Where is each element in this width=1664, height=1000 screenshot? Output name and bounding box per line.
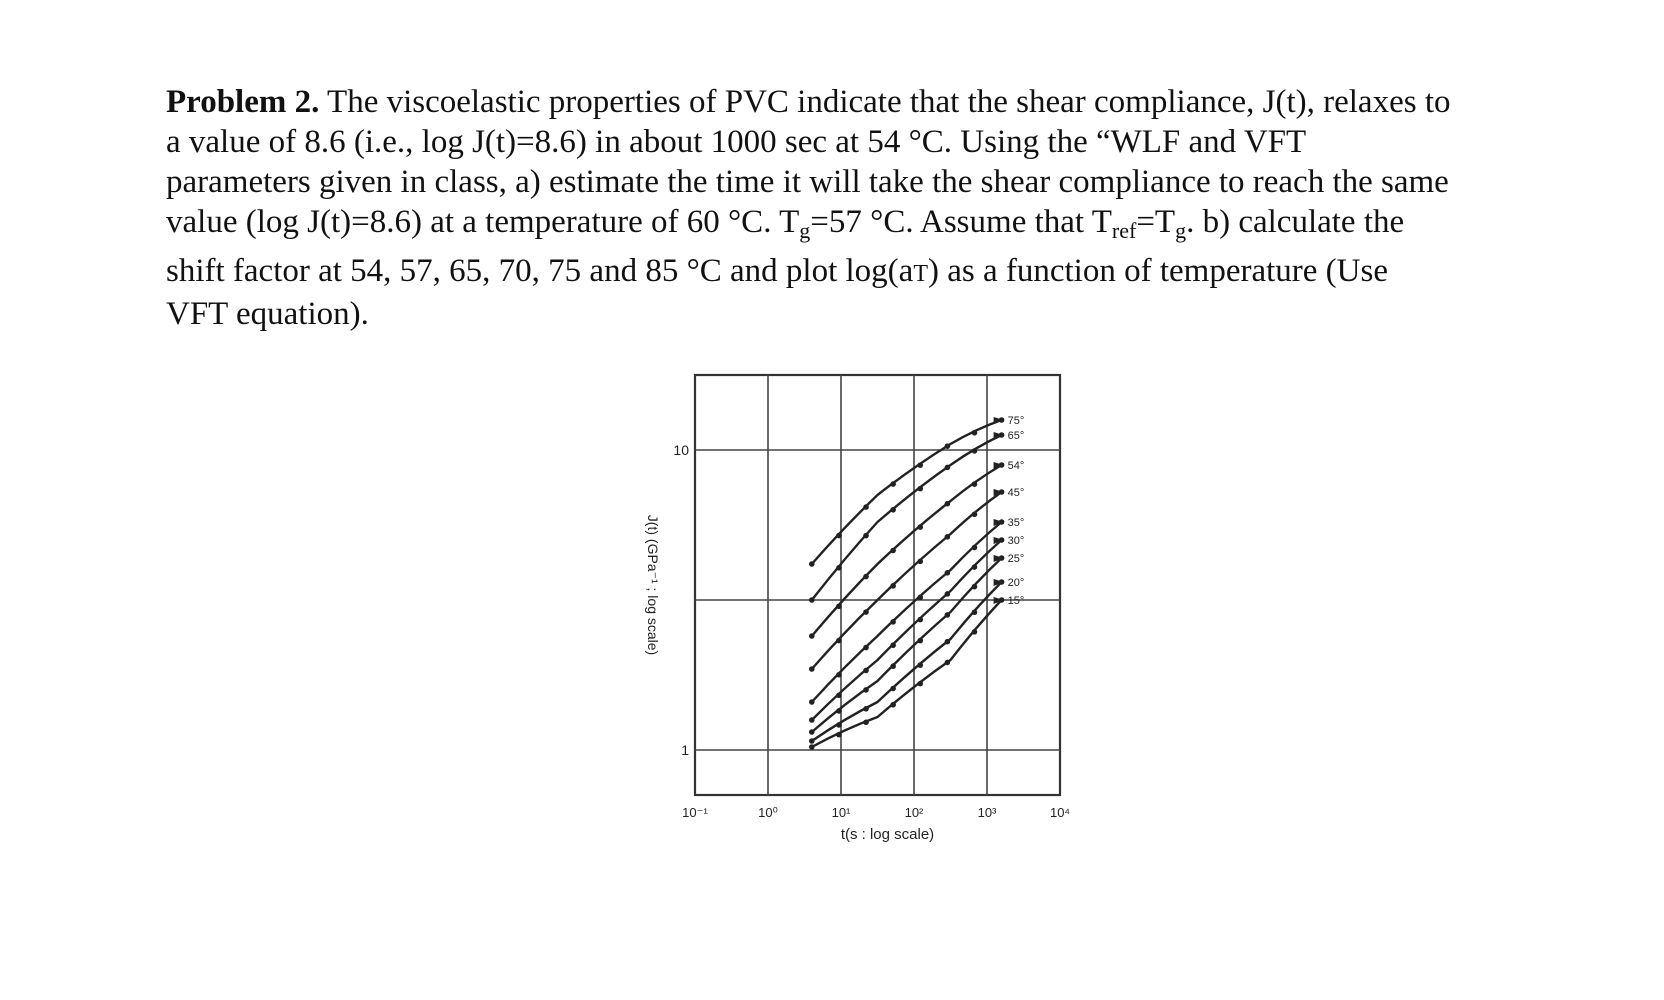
- x-tick-label: 10⁻¹: [682, 805, 708, 820]
- series-point: [863, 574, 869, 580]
- series-point: [945, 443, 951, 449]
- series-point: [972, 629, 978, 635]
- tg-subscript: g: [799, 218, 811, 243]
- series-point: [863, 719, 869, 725]
- series-point: [863, 668, 869, 674]
- x-tick-label: 10³: [977, 805, 997, 820]
- series-point: [836, 722, 842, 728]
- series-point: [972, 481, 978, 487]
- series-point: [890, 663, 896, 669]
- series-point: [836, 672, 842, 678]
- problem-line-2: a value of 8.6 (i.e., log J(t)=8.6) in about 1000 sec at 54 °C. Using the “WLF and VFT: [166, 124, 1307, 160]
- series-point: [917, 662, 923, 668]
- series-point: [972, 545, 978, 551]
- x-tick-label: 10²: [904, 805, 924, 820]
- compliance-figure: [620, 340, 1080, 870]
- series-point: [945, 612, 951, 618]
- series-label: 15°: [1007, 595, 1025, 607]
- problem-line-4a: value (log J(t)=8.6) at a temperature of 60 °C. T: [166, 204, 800, 240]
- series-point: [917, 559, 923, 565]
- series-point: [917, 595, 923, 601]
- series-point: [809, 717, 815, 723]
- series-point: [890, 619, 896, 625]
- series-point: [863, 533, 869, 539]
- series-point: [972, 564, 978, 570]
- series-label: 75°: [1007, 415, 1025, 427]
- series-point: [863, 706, 869, 712]
- series-point: [945, 591, 951, 597]
- series-point: [836, 533, 842, 539]
- series-point: [945, 660, 951, 666]
- series-point: [972, 584, 978, 590]
- series-point: [945, 639, 951, 645]
- series-point: [809, 561, 815, 567]
- problem-line-5b: ) as a function of temperature (Use: [928, 253, 1388, 289]
- series-label: 35°: [1007, 517, 1025, 529]
- series-point: [836, 708, 842, 714]
- y-axis-label: J(t) (GPa⁻¹ ; log scale): [645, 514, 661, 656]
- y-tick-label: 1: [681, 742, 689, 758]
- series-point: [890, 481, 896, 487]
- series-point: [972, 448, 978, 454]
- at-subscript: T: [913, 261, 928, 287]
- series-point: [809, 744, 815, 750]
- series-point: [809, 729, 815, 735]
- series-point: [890, 507, 896, 513]
- series-label: 30°: [1007, 535, 1025, 547]
- series-point: [917, 617, 923, 623]
- series-point: [917, 524, 923, 530]
- x-tick-label: 10⁰: [758, 805, 778, 820]
- tg-subscript-2: g: [1175, 218, 1187, 243]
- series-point: [863, 609, 869, 615]
- plot-frame: [695, 375, 1060, 795]
- series-label: 20°: [1007, 577, 1025, 589]
- problem-line-5a: shift factor at 54, 57, 65, 70, 75 and 85 °C and plot log(a: [166, 253, 914, 289]
- problem-line-4b: =57 °C. Assume that T: [810, 204, 1112, 240]
- series-point: [863, 687, 869, 693]
- series-point: [836, 692, 842, 698]
- series-label: 54°: [1007, 460, 1025, 472]
- x-tick-label: 10⁴: [1049, 805, 1071, 820]
- series-point: [945, 570, 951, 576]
- series-point: [809, 597, 815, 603]
- series-point: [836, 732, 842, 738]
- problem-line-1: The viscoelastic properties of PVC indicate that the shear compliance, J(t), relaxes to: [327, 84, 1451, 120]
- problem-statement: [166, 82, 1526, 334]
- series-point: [863, 504, 869, 510]
- series-point: [917, 486, 923, 492]
- series-label: 65°: [1007, 430, 1025, 442]
- series-point: [836, 565, 842, 571]
- problem-line-3: parameters given in class, a) estimate the time it will take the shear compliance to reach the same: [166, 164, 1449, 200]
- series-point: [945, 501, 951, 507]
- series-point: [890, 583, 896, 589]
- series-label: 45°: [1007, 487, 1025, 499]
- problem-line-4c: =T: [1136, 204, 1176, 240]
- series-point: [945, 465, 951, 471]
- series-point: [890, 686, 896, 692]
- compliance-chart: [620, 340, 1080, 870]
- problem-label: Problem 2.: [166, 84, 320, 120]
- series-point: [809, 666, 815, 672]
- x-tick-label: 10¹: [831, 805, 851, 820]
- series-label: 25°: [1007, 553, 1025, 565]
- series-point: [836, 638, 842, 644]
- series-point: [863, 645, 869, 651]
- series-point: [972, 511, 978, 517]
- series-point: [809, 738, 815, 744]
- x-axis-label: t(s : log scale): [840, 826, 935, 843]
- series-point: [917, 681, 923, 687]
- series-point: [890, 548, 896, 554]
- series-point: [836, 603, 842, 609]
- problem-line-4d: . b) calculate the: [1186, 204, 1405, 240]
- series-point: [972, 609, 978, 615]
- series-point: [809, 633, 815, 639]
- series-point: [945, 534, 951, 540]
- y-tick-label: 10: [673, 442, 689, 458]
- series-point: [917, 462, 923, 468]
- series-point: [890, 702, 896, 708]
- problem-line-6: VFT equation).: [166, 296, 369, 332]
- tref-subscript: ref: [1111, 218, 1137, 243]
- series-point: [972, 430, 978, 436]
- series-point: [917, 638, 923, 644]
- series-point: [809, 699, 815, 705]
- series-point: [890, 642, 896, 648]
